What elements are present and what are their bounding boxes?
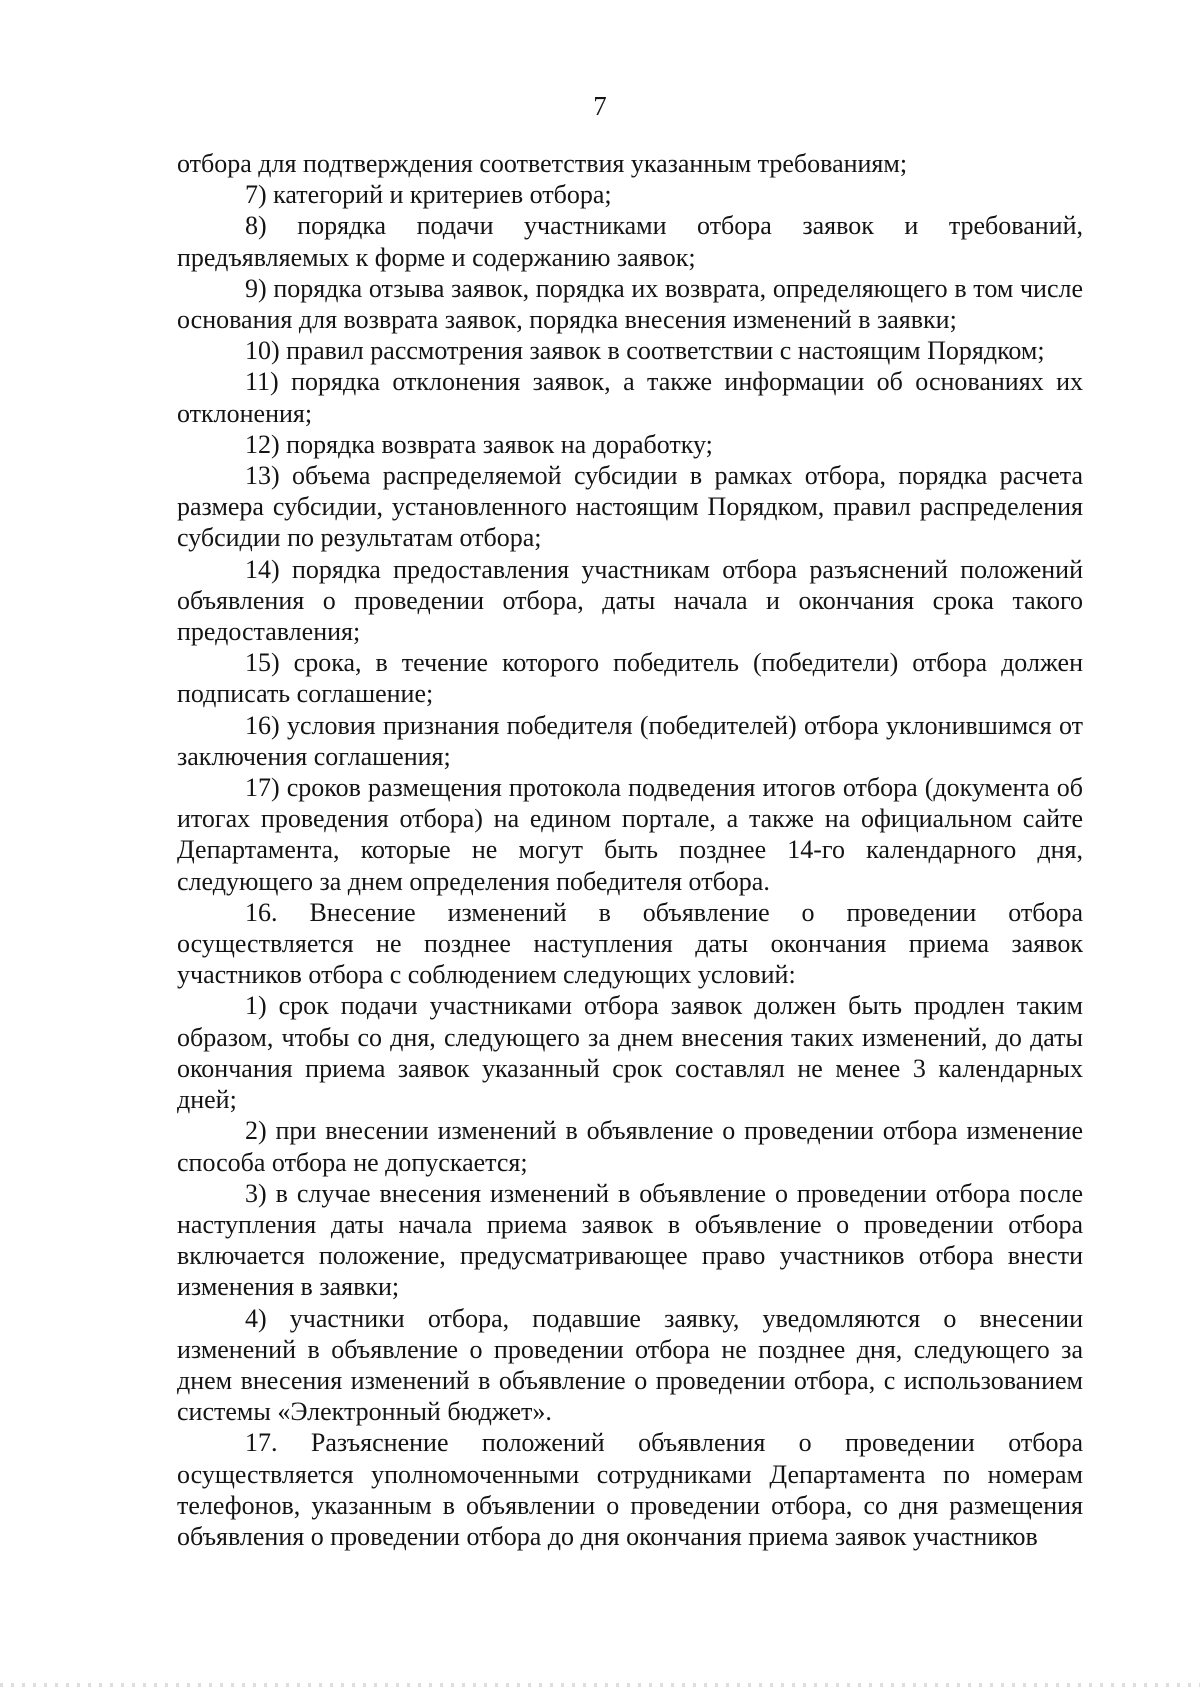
paragraph: отбора для подтверждения соответствия указанным требованиям; — [177, 149, 908, 178]
paragraph: 9) порядка отзыва заявок, порядка их возврата, определяющего в том числе основания для возврата заявок, порядка внесения изменений в заявки; — [177, 273, 1083, 335]
paragraph: 2) при внесении изменений в объявление о проведении отбора изменение способа отбора не допускается; — [177, 1116, 1083, 1177]
paragraph: 11) порядка отклонения заявок, а также информации об основаниях их отклонения; — [177, 367, 1083, 428]
paragraph: 8) порядка подачи участниками отбора заявок и требований, предъявляемых к форме и содержанию заявок; — [177, 211, 1083, 272]
page-number: 7 — [593, 91, 607, 121]
paragraph: 4) участники отбора, подавшие заявку, уведомляются о внесении изменений в объявление о проведении отбора не позднее дня, следующего за днем внесения изменений в объявление о проведении отбора, с использованием системы «Электронный бюджет». — [177, 1303, 1083, 1427]
paragraph: 17) сроков размещения протокола подведения итогов отбора (документа об итогах проведения отбора) на едином портале, а также на официальном сайте Департамента, которые не могут быть позднее 14-го календарного дня, следующего за днем определения победителя отбора. — [177, 773, 1083, 896]
document-body — [177, 148, 1083, 1552]
paragraph: 16) условия признания победителя (победителей) отбора уклонившимся от заключения соглашения; — [177, 710, 1083, 771]
paragraph: 15) срока, в течение которого победитель (победители) отбора должен подписать соглашение; — [177, 648, 1083, 709]
paragraph: 12) порядка возврата заявок на доработку; — [245, 429, 713, 459]
paragraph: 17. Разъяснение положений объявления о проведении отбора осуществляется уполномоченными сотрудниками Департамента по номерам телефонов, указанным в объявлении о проведении отбора, со дня размещения объявления о проведении отбора до дня окончания приема заявок участников — [177, 1428, 1083, 1551]
paragraph: 16. Внесение изменений в объявление о проведении отбора осуществляется не позднее наступления даты окончания приема заявок участников отбора с соблюдением следующих условий: — [177, 897, 1083, 990]
paragraph: 13) объема распределяемой субсидии в рамках отбора, порядка расчета размера субсидии, установленного настоящим Порядком, правил распределения субсидии по результатам отбора; — [177, 461, 1083, 553]
paragraph: 1) срок подачи участниками отбора заявок должен быть продлен таким образом, чтобы со дня, следующего за днем внесения таких изменений, до даты окончания приема заявок указанный срок составлял не менее 3 календарных дней; — [177, 991, 1083, 1115]
paragraph: 7) категорий и критериев отбора; — [245, 180, 612, 210]
paragraph: 10) правил рассмотрения заявок в соответствии с настоящим Порядком; — [245, 336, 1045, 366]
scan-edge-artifact — [0, 1683, 1200, 1687]
paragraph: 3) в случае внесения изменений в объявление о проведении отбора после наступления даты начала приема заявок в объявление о проведении отбора включается положение, предусматривающее право участников отбора внести изменения в заявки; — [177, 1178, 1083, 1302]
paragraph: 14) порядка предоставления участникам отбора разъяснений положений объявления о проведении отбора, даты начала и окончания срока такого предоставления; — [177, 554, 1083, 647]
